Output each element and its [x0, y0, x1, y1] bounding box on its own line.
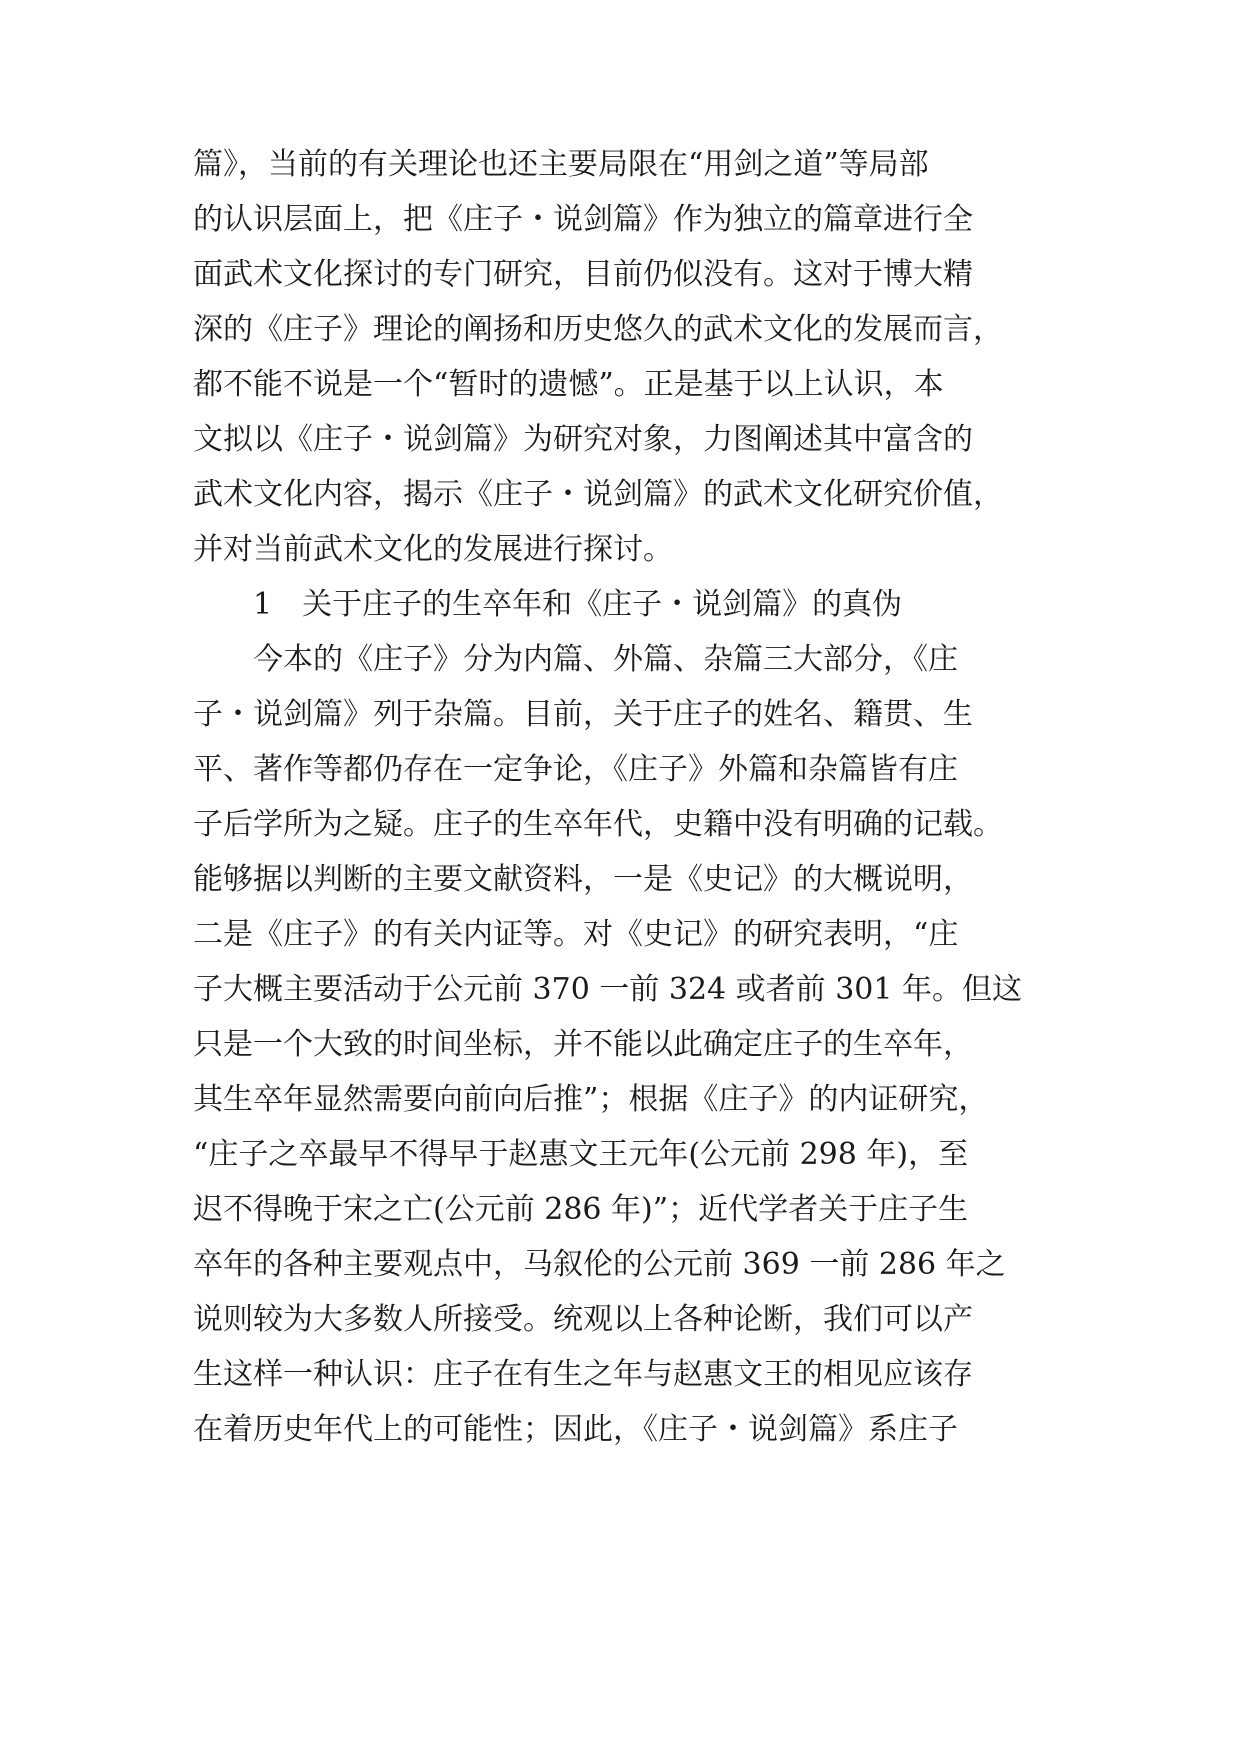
text-line: 平、著作等都仍存在一定争论，《庄子》外篇和杂篇皆有庄 — [193, 752, 958, 787]
text-line: 文拟以《庄子・说剑篇》为研究对象，力图阐述其中富含的 — [193, 422, 973, 457]
text-line: 武术文化内容，揭示《庄子・说剑篇》的武术文化研究价值， — [193, 477, 1003, 512]
text-line: 深的《庄子》理论的阐扬和历史悠久的武术文化的发展而言， — [193, 312, 1003, 347]
text-line: 其生卒年显然需要向前向后推”；根据《庄子》的内证研究， — [193, 1082, 989, 1117]
text-line: 面武术文化探讨的专门研究，目前仍似没有。这对于博大精 — [193, 257, 973, 292]
text-line: 在着历史年代上的可能性；因此，《庄子・说剑篇》系庄子 — [193, 1412, 958, 1447]
text-line: 卒年的各种主要观点中，马叙伦的公元前 369 一前 286 年之 — [193, 1247, 1006, 1282]
text-line: 子后学所为之疑。庄子的生卒年代，史籍中没有明确的记载。 — [193, 807, 1003, 842]
section-heading: 1 关于庄子的生卒年和《庄子・说剑篇》的真伪 — [253, 587, 903, 622]
text-line: 说则较为大多数人所接受。统观以上各种论断，我们可以产 — [193, 1302, 973, 1337]
text-line: 并对当前武术文化的发展进行探讨。 — [193, 532, 673, 567]
text-line: 子大概主要活动于公元前 370 一前 324 或者前 301 年。但这 — [193, 972, 1022, 1007]
text-line: 都不能不说是一个“暂时的遗憾”。正是基于以上认识，本 — [193, 367, 944, 402]
text-line: 今本的《庄子》分为内篇、外篇、杂篇三大部分，《庄 — [253, 642, 958, 677]
text-line: 只是一个大致的时间坐标，并不能以此确定庄子的生卒年， — [193, 1027, 973, 1062]
text-line: 能够据以判断的主要文献资料，一是《史记》的大概说明， — [193, 862, 973, 897]
text-line: 的认识层面上，把《庄子・说剑篇》作为独立的篇章进行全 — [193, 202, 973, 237]
text-line: 迟不得晚于宋之亡(公元前 286 年)”；近代学者关于庄子生 — [193, 1192, 969, 1227]
text-line: “庄子之卒最早不得早于赵惠文王元年(公元前 298 年)，至 — [193, 1137, 969, 1172]
text-line: 篇》，当前的有关理论也还主要局限在“用剑之道”等局部 — [193, 147, 929, 182]
text-line: 生这样一种认识：庄子在有生之年与赵惠文王的相见应该存 — [193, 1357, 973, 1392]
text-line: 子・说剑篇》列于杂篇。目前，关于庄子的姓名、籍贯、生 — [193, 697, 973, 732]
text-line: 二是《庄子》的有关内证等。对《史记》的研究表明，“庄 — [193, 917, 959, 952]
